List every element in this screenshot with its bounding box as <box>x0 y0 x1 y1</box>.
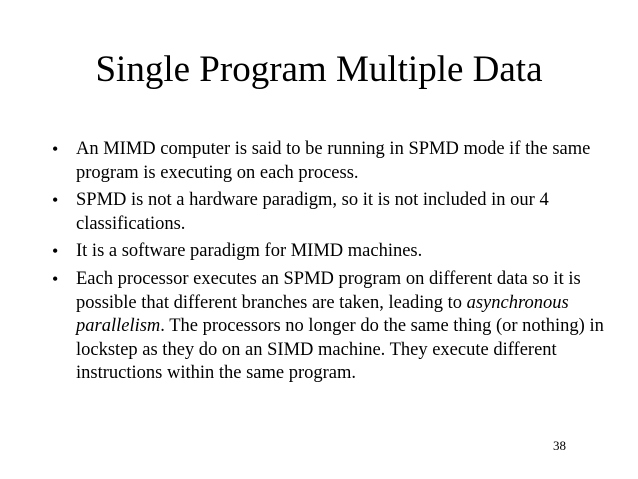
bullet-item-2 <box>52 189 612 236</box>
page-number: 38 <box>553 438 566 453</box>
bullet-marker: • <box>52 241 59 262</box>
bullet-item-1 <box>52 138 612 185</box>
bullet-text <box>76 269 604 383</box>
bullet-marker: • <box>52 268 59 289</box>
bullet-item-3 <box>52 240 612 264</box>
bullet-text-part: . The processors no longer do the same thing (or nothing) in lockstep as they do on an SIMD machine. They execute different instructions within the same program. <box>76 316 604 384</box>
bullet-item-4 <box>52 268 612 386</box>
bullet-text: An MIMD computer is said to be running in SPMD mode if the same program is executing on each process. <box>76 139 591 183</box>
bullet-text: SPMD is not a hardware paradigm, so it is not included in our 4 classifications. <box>76 190 549 234</box>
bullet-text-part: Each processor executes an SPMD program on different data so it is possible that different branches are taken, leading to <box>76 268 581 313</box>
slide-title: Single Program Multiple Data <box>95 49 543 90</box>
bullet-text: It is a software paradigm for MIMD machines. <box>76 241 423 262</box>
bullet-marker: • <box>52 190 59 211</box>
emphasis-text: asynchronous parallelism <box>76 292 569 337</box>
bullet-marker: • <box>52 139 59 159</box>
bullet-list <box>52 138 612 390</box>
